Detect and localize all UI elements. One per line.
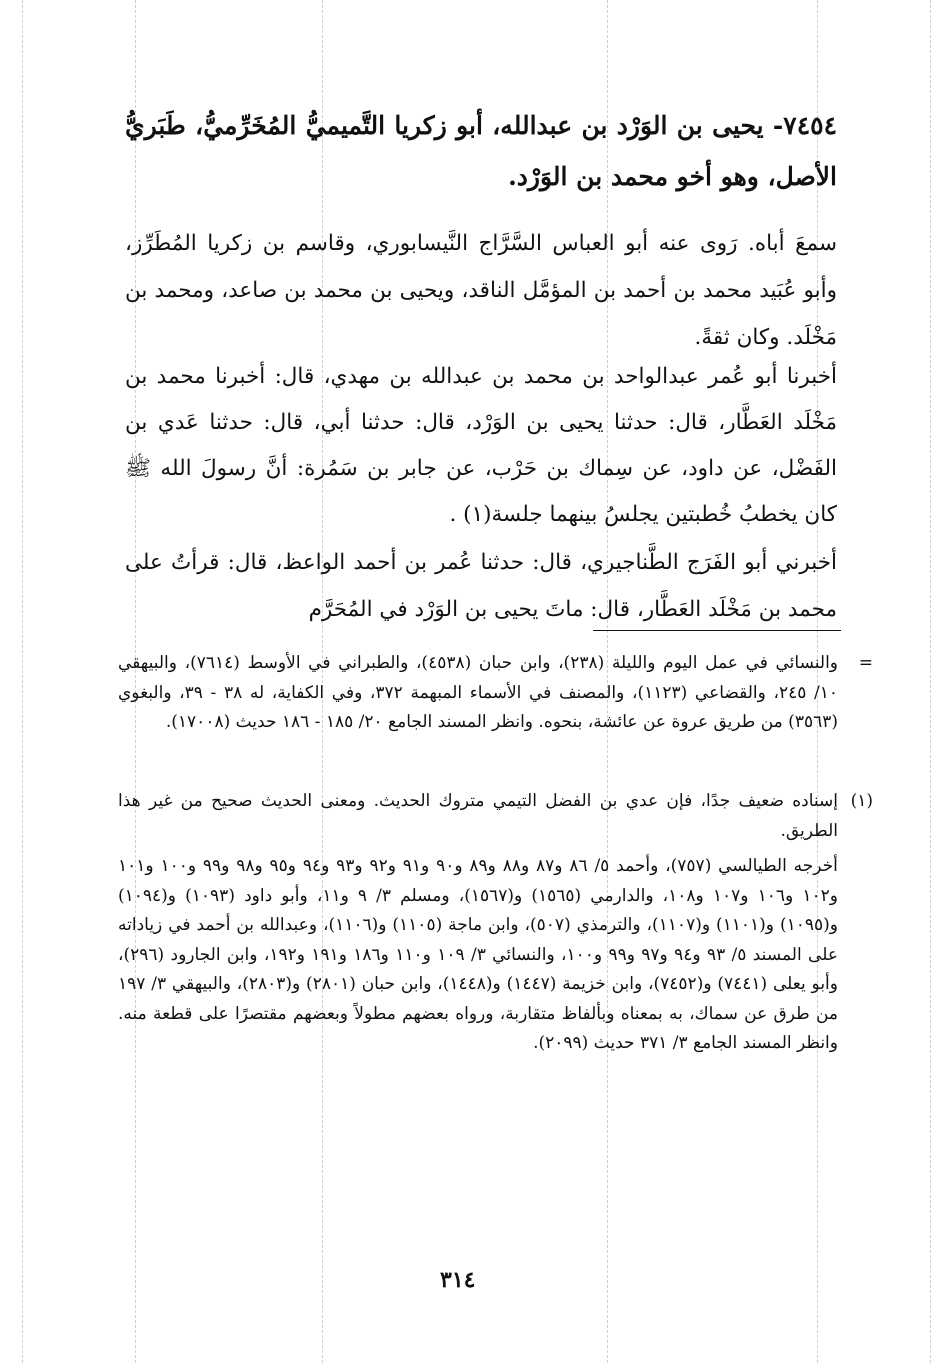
footnote-separator	[593, 630, 841, 631]
footnote-1-mark: (١)	[850, 791, 873, 811]
entry-heading: ٧٤٥٤- يحيى بن الوَرْد بن عبدالله، أبو زكريا التَّميميُّ المُخَرِّميُّ، طَبَريُّ الأصل، وهو أخو محمد بن الوَرْد.	[125, 111, 837, 191]
footnote-continuation-text: والنسائي في عمل اليوم والليلة (٢٣٨)، وابن حبان (٤٥٣٨)، والطبراني في الأوسط (٧٦١٤)، والبيهقي ١٠/ ٢٤٥، والقضاعي (١١٢٣)، والمصنف في الأسماء المبهمة ٣٧٢، وفي الكفاية، له ٣٨ - ٣٩، والبغوي (٣٥٦٣) من طريق عروة عن عائشة، بنحوه. وانظر المسند الجامع ٢٠/ ١٨٥ - ١٨٦ حديث (١٧٠٠٨).	[118, 653, 838, 732]
footnote-1-continued-text: أخرجه الطيالسي (٧٥٧)، وأحمد ٥/ ٨٦ و٨٧ و٨٨ و٨٩ و٩٠ و٩١ و٩٢ و٩٣ و٩٤ و٩٥ و٩٨ و٩٩ و١٠٠ و١٠١ و١٠٢ و١٠٦ و١٠٧ و١٠٨، والدارمي (١٥٦٥) و(١٥٦٧)، ومسلم ٣/ ٩ و١١، وأبو داود (١٠٩٣) و(١٠٩٤) و(١٠٩٥) و(١١٠١) و(١١٠٧)، والترمذي (٥٠٧)، وابن ماجة (١١٠٥) و(١١٠٦)، وعبدالله بن أحمد في زياداته على المسند ٥/ ٩٣ و٩٤ و٩٧ و٩٩ و١٠٠، والنسائي ٣/ ١٠٩ و١١٠ و١٨٦ و١٩١ و١٩٢، وابن الجارود (٢٩٦)، وأبو يعلى (٧٤٤١) و(٧٤٥٢)، وابن خزيمة (١٤٤٧) و(١٤٤٨)، وابن حبان (٢٨٠١) و(٢٨٠٣)، والبيهقي ٣/ ١٩٧ من طرق عن سماك، به بمعناه وبألفاظ متقاربة، ورواه بعضهم مطولاً وبعضهم مقتصرًا على قطعة منه. وانظر المسند الجامع ٣/ ٣٧١ حديث (٢٠٩٩).	[118, 856, 839, 1053]
column-guide	[930, 0, 931, 1363]
footnote-continuation	[118, 649, 873, 738]
footnote-1-continued	[118, 852, 838, 1059]
footnote-1	[118, 787, 873, 846]
footnote-continuation-mark: =	[858, 653, 873, 673]
footnote-1-text: إسناده ضعيف جدًا، فإن عدي بن الفضل التيمي متروك الحديث. ومعنى الحديث صحيح من غير هذا الطريق.	[118, 791, 838, 841]
entry-paragraph-hadith: أخبرنا أبو عُمر عبدالواحد بن محمد بن عبدالله بن مهدي، قال: أخبرنا محمد بن مَخْلَد العَطَّار، قال: حدثنا يحيى بن الوَرْد، قال: حدثنا أبي، قال: حدثنا عَدي بن الفَضْل، عن داود، عن سِماك بن حَرْب، عن جابر بن سَمُرة: أنَّ رسولَ الله ﷺ كان يخطبُ خُطبتين يجلسُ بينهما جلسة(١) .	[125, 364, 837, 527]
page-number: ٣١٤	[440, 1267, 476, 1293]
entry-paragraph-death: أخبرني أبو الفَرَج الطَّناجيري، قال: حدثنا عُمر بن أحمد الواعظ، قال: قرأتُ على محمد بن مَخْلَد العَطَّار، قال: ماتَ يحيى بن الوَرْد في المُحَرَّم	[125, 550, 837, 622]
entry-paragraph-biography: سمعَ أباه. رَوى عنه أبو العباس السَّرَّاج النَّيسابوري، وقاسم بن زكريا المُطَرِّز، وأبو عُبَيد محمد بن أحمد بن المؤمَّل الناقد، ويحيى بن محمد بن صاعد، ومحمد بن مَخْلَد. وكان ثقةً.	[125, 231, 837, 350]
column-guide	[22, 0, 23, 1363]
